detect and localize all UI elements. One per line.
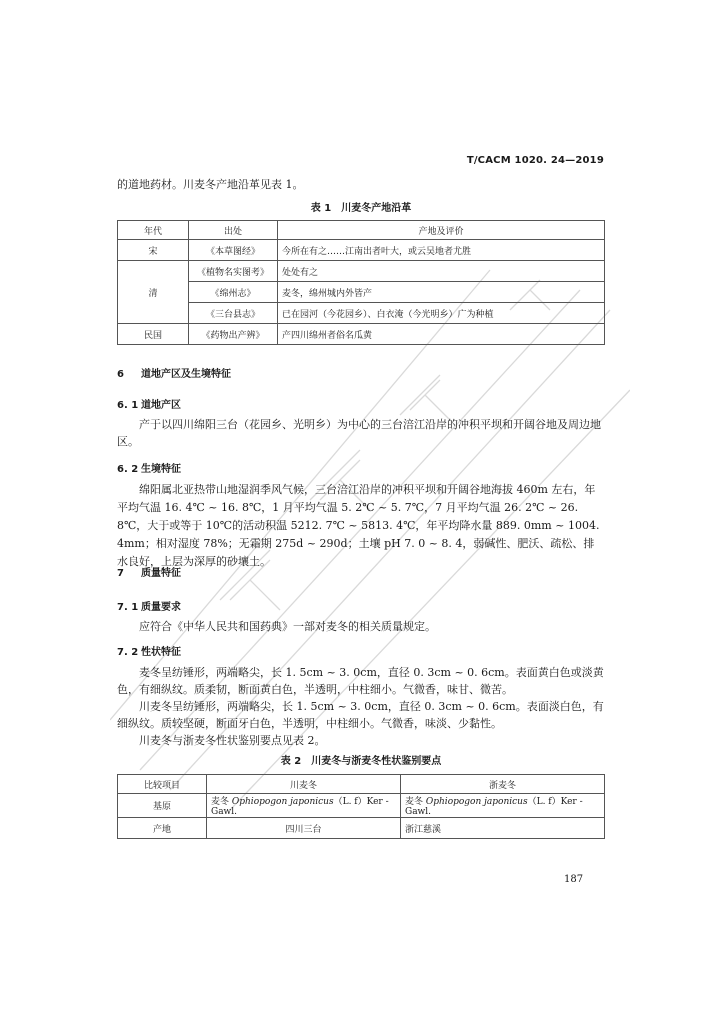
table-row: [118, 261, 605, 282]
section-title: 质量要求: [141, 602, 181, 613]
section-number: 7: [117, 568, 124, 579]
table2: [117, 774, 605, 839]
table1-era: 宋: [118, 240, 189, 261]
section-7-1-heading: [117, 598, 181, 613]
section-title: 性状特征: [141, 647, 181, 658]
table2-header-chuan: 川麦冬: [207, 775, 401, 794]
table1-desc: 产四川绵州者俗名瓜黄: [278, 324, 605, 345]
table1-desc: 已在园河（今花园乡）、白衣淹（今光明乡）广为种植: [278, 303, 605, 324]
section-number: 6. 1: [117, 400, 139, 411]
table2-zhe-place: 浙江慈溪: [401, 818, 605, 839]
origin-prefix: 麦冬: [211, 797, 232, 807]
section-title: 质量特征: [141, 568, 181, 579]
paragraph-6-1: 产于以四川绵阳三台（花园乡、光明乡）为中心的三台涪江沿岸的冲积平坝和开阔谷地及周边地区。: [117, 418, 601, 448]
section-6-heading: [117, 365, 231, 380]
section-7-2-heading: [117, 643, 181, 658]
section-number: 7. 2: [117, 647, 139, 658]
table1-source: 《药物出产辨》: [189, 324, 278, 345]
table-row: [118, 240, 605, 261]
table2-header-zhe: 浙麦冬: [401, 775, 605, 794]
document-code: T/CACM 1020. 24—2019: [466, 155, 604, 166]
section-number: 6: [117, 369, 124, 380]
table1-era: 清: [118, 261, 189, 324]
table2-zhe-origin: [401, 794, 605, 818]
table2-chuan-place: 四川三台: [207, 818, 401, 839]
section-number: 7. 1: [117, 602, 139, 613]
table2-caption: 表 2 川麦冬与浙麦冬性状鉴别要点: [280, 756, 442, 767]
table1-source: 《绵州志》: [189, 282, 278, 303]
table-row: [118, 282, 605, 303]
table1: [117, 220, 605, 345]
table2-header-item: 比较项目: [118, 775, 207, 794]
table1-header-source: 出处: [189, 221, 278, 240]
paragraph-6-2: 绵阳属北亚热带山地湿润季风气候，三台涪江沿岸的冲积平坝和开阔谷地海拔 460m 左右，年平均气温 16. 4℃ ~ 16. 8℃，1 月平均气温 5. 2℃ ~ 5. 7℃，7 月平均气温 26. 2℃ ~ 26. 8℃，大于或等于 10℃的活动积温 5212. 7℃ ~ 5813. 4℃，年平均降水量 889. 0mm ~ 1004. 4mm；相对湿度 78%；无霜期 275d ~ 290d；土壤 pH 7. 0 ~ 8. 4，弱碱性、肥沃、疏松、排水良好，上层为深厚的砂壤土。: [117, 483, 600, 568]
table1-source: 《本草图经》: [189, 240, 278, 261]
table1-source: 《植物名实图考》: [189, 261, 278, 282]
table1-header-desc: 产地及评价: [278, 221, 605, 240]
intro-line: 的道地药材。川麦冬产地沿革见表 1。: [117, 178, 304, 191]
table-row: [118, 303, 605, 324]
section-6-1-heading: [117, 396, 181, 411]
latin-name: Ophiopogon japonicus: [425, 797, 528, 807]
table1-header-era: 年代: [118, 221, 189, 240]
origin-author: （L. f）Ker - Gawl.: [211, 797, 389, 817]
table2-label: 产地: [118, 818, 207, 839]
latin-name: Ophiopogon japonicus: [231, 797, 334, 807]
section-number: 6. 2: [117, 464, 139, 475]
paragraph-7-1: 应符合《中华人民共和国药典》一部对麦冬的相关质量规定。: [139, 620, 436, 633]
table1-era: 民国: [118, 324, 189, 345]
page-number: 187: [564, 874, 584, 885]
paragraph-7-2c: 川麦冬与浙麦冬性状鉴别要点见表 2。: [139, 734, 326, 747]
table1-desc: 麦冬，绵州城内外皆产: [278, 282, 605, 303]
section-title: 道地产区及生境特征: [141, 369, 231, 380]
section-6-2-heading: [117, 460, 181, 475]
table2-label: 基原: [118, 794, 207, 818]
table-row: [118, 794, 605, 818]
origin-author: （L. f）Ker - Gawl.: [405, 797, 583, 817]
table1-desc: 处处有之: [278, 261, 605, 282]
section-7-heading: [117, 564, 181, 579]
table2-chuan-origin: [207, 794, 401, 818]
section-title: 生境特征: [141, 464, 181, 475]
table1-desc: 今所在有之……江南出者叶大，或云吴地者尤胜: [278, 240, 605, 261]
table1-caption: 表 1 川麦冬产地沿革: [310, 203, 412, 214]
table1-source: 《三台县志》: [189, 303, 278, 324]
origin-prefix: 麦冬: [405, 797, 426, 807]
section-title: 道地产区: [141, 400, 181, 411]
table-row: [118, 324, 605, 345]
paragraph-7-2b: 川麦冬呈纺锤形，两端略尖，长 1. 5cm ~ 3. 0cm，直径 0. 3cm ~ 0. 6cm。表面淡白色，有细纵纹。质较坚硬，断面牙白色，半透明，中柱细小。气微香，味淡、少黏性。: [117, 700, 604, 730]
paragraph-7-2a: 麦冬呈纺锤形，两端略尖，长 1. 5cm ~ 3. 0cm，直径 0. 3cm ~ 0. 6cm。表面黄白色或淡黄色，有细纵纹。质柔韧，断面黄白色，半透明，中柱细小。气微香，味甘、微苦。: [117, 666, 604, 696]
table-row: [118, 818, 605, 839]
